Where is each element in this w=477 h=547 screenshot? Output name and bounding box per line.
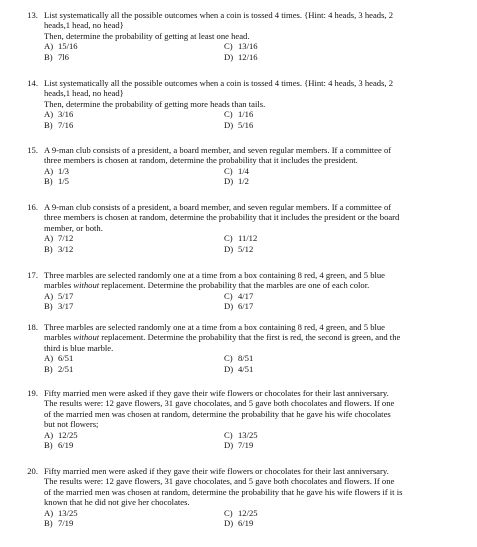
option-text: 5/17: [58, 290, 74, 301]
option-text: 3/16: [58, 109, 74, 120]
option-label: A): [44, 165, 54, 176]
option-label: B): [44, 440, 53, 451]
stem-line: The results were: 12 gave flowers, 31 gave chocolates, and 5 gave both chocolates and flowers. If one: [44, 476, 395, 487]
option-text: 13/25: [58, 507, 78, 518]
option-text: 7l6: [58, 51, 69, 62]
option-d[interactable]: [224, 301, 253, 311]
question-stem: [44, 466, 472, 508]
option-label: D): [224, 243, 234, 254]
option-a[interactable]: [44, 233, 73, 243]
stem-line: heads,1 head, no head}: [44, 88, 124, 99]
answer-options: [44, 291, 472, 312]
option-b[interactable]: [44, 518, 73, 528]
stem-line: The results were: 12 gave flowers, 31 gave chocolates, and 5 gave both chocolates and flowers. If one: [44, 398, 395, 409]
option-label: C): [224, 507, 233, 518]
stem-line: marbles without replacement. Determine the probability that the first is red, the second is green, and the: [44, 332, 401, 343]
question-stem: [44, 145, 472, 166]
stem-line: three members is chosen at random, determine the probability that it includes the president or the board: [44, 212, 400, 223]
option-text: 7/19: [58, 518, 74, 529]
option-label: B): [44, 243, 53, 254]
question-17: [20, 270, 472, 312]
option-label: C): [224, 290, 233, 301]
option-label: D): [224, 518, 234, 529]
question-number: 15.: [27, 145, 38, 155]
option-text: 12/25: [238, 507, 258, 518]
question-20: [20, 466, 472, 528]
option-c[interactable]: [224, 291, 253, 301]
question-number: 19.: [27, 388, 38, 398]
option-b[interactable]: [44, 301, 73, 311]
option-text: 2/51: [58, 363, 74, 374]
stem-line: of the married men was chosen at random, determine the probability that he gave his wife flowers if it is: [44, 486, 403, 497]
question-number: 13.: [27, 10, 38, 20]
option-text: 7/19: [238, 440, 254, 451]
option-c[interactable]: [224, 353, 253, 363]
stem-line: Fifty married men were asked if they gave their wife flowers or chocolates for their last anniversary.: [44, 388, 389, 398]
option-a[interactable]: [44, 291, 73, 301]
question-stem: [44, 78, 472, 109]
stem-line: A 9-man club consists of a president, a board member, and seven regular members. If a committee of: [44, 145, 392, 155]
option-text: 4/17: [238, 290, 254, 301]
option-label: A): [44, 353, 54, 364]
question-13: [20, 10, 472, 62]
option-text: 3/12: [58, 243, 74, 254]
option-text: 7/12: [58, 233, 74, 244]
option-a[interactable]: [44, 41, 78, 51]
option-label: C): [224, 41, 233, 52]
stem-line: A 9-man club consists of a president, a board member, and seven regular members. If a committee of: [44, 202, 392, 212]
option-label: B): [44, 176, 53, 187]
answer-options: [44, 41, 472, 62]
question-number: 17.: [27, 270, 38, 280]
option-label: D): [224, 51, 234, 62]
option-label: C): [224, 233, 233, 244]
option-text: 6/19: [238, 518, 254, 529]
stem-line: Then, determine the probability of getting at least one head.: [44, 30, 250, 41]
option-a[interactable]: [44, 508, 78, 518]
option-c[interactable]: [224, 166, 249, 176]
option-label: D): [224, 176, 234, 187]
option-text: 12/16: [238, 51, 258, 62]
option-d[interactable]: [224, 244, 253, 254]
option-text: 4/51: [238, 363, 254, 374]
option-label: A): [44, 290, 54, 301]
option-c[interactable]: [224, 430, 258, 440]
option-label: C): [224, 109, 233, 120]
option-label: A): [44, 41, 54, 52]
option-text: 1/5: [58, 176, 69, 187]
option-b[interactable]: [44, 364, 73, 374]
option-c[interactable]: [224, 41, 258, 51]
question-stem: [44, 202, 472, 233]
answer-options: [44, 109, 472, 130]
option-label: C): [224, 165, 233, 176]
option-text: 3/17: [58, 301, 74, 312]
option-c[interactable]: [224, 109, 253, 119]
option-label: B): [44, 51, 53, 62]
option-label: D): [224, 119, 234, 130]
option-text: 1/3: [58, 165, 69, 176]
option-text: 5/12: [238, 243, 254, 254]
stem-line: Three marbles are selected randomly one at a time from a box containing 8 red, 4 green, and 5 blue: [44, 322, 385, 332]
option-d[interactable]: [224, 364, 253, 374]
option-text: 1/2: [238, 176, 249, 187]
question-number: 20.: [27, 466, 38, 476]
option-text: 6/19: [58, 440, 74, 451]
answer-options: [44, 353, 472, 374]
option-text: 13/16: [238, 41, 258, 52]
stem-line: known that he did not give her chocolates.: [44, 497, 190, 508]
question-number: 16.: [27, 202, 38, 212]
stem-line: Three marbles are selected randomly one at a time from a box containing 8 red, 4 green, and 5 blue: [44, 270, 385, 280]
option-b[interactable]: [44, 52, 69, 62]
question-number: 18.: [27, 322, 38, 332]
stem-line: marbles without replacement. Determine the probability that the marbles are one of each color.: [44, 280, 370, 291]
stem-line: List systematically all the possible outcomes when a coin is tossed 4 times. {Hint: 4 heads, 3 heads, 2: [44, 10, 394, 20]
option-a[interactable]: [44, 430, 78, 440]
question-19: [20, 388, 472, 450]
answer-options: [44, 508, 472, 529]
option-c[interactable]: [224, 508, 258, 518]
option-text: 15/16: [58, 41, 78, 52]
option-text: 13/25: [238, 429, 258, 440]
option-label: D): [224, 301, 234, 312]
option-label: C): [224, 353, 233, 364]
option-b[interactable]: [44, 244, 73, 254]
option-c[interactable]: [224, 233, 257, 243]
question-15: [20, 145, 472, 187]
option-text: 6/17: [238, 301, 254, 312]
option-d[interactable]: [224, 518, 253, 528]
stem-line: Fifty married men were asked if they gave their wife flowers or chocolates for their last anniversary.: [44, 466, 389, 476]
question-18: [20, 322, 472, 374]
option-a[interactable]: [44, 353, 73, 363]
option-label: B): [44, 119, 53, 130]
stem-line: of the married men was chosen at random, determine the probability that he gave his wife chocolates: [44, 408, 391, 419]
option-label: A): [44, 507, 54, 518]
option-b[interactable]: [44, 120, 73, 130]
stem-line: third is blue marble.: [44, 342, 114, 353]
option-label: A): [44, 429, 54, 440]
question-stem: [44, 270, 472, 291]
option-a[interactable]: [44, 109, 73, 119]
answer-options: [44, 166, 472, 187]
option-text: 7/16: [58, 119, 74, 130]
option-d[interactable]: [224, 176, 249, 186]
question-number: 14.: [27, 78, 38, 88]
stem-line: heads,1 head, no head}: [44, 20, 124, 31]
option-label: D): [224, 363, 234, 374]
option-text: 6/51: [58, 353, 74, 364]
option-label: B): [44, 518, 53, 529]
option-text: 12/25: [58, 429, 78, 440]
option-text: 1/16: [238, 109, 254, 120]
question-stem: [44, 388, 472, 430]
option-label: B): [44, 301, 53, 312]
answer-options: [44, 430, 472, 451]
option-d[interactable]: [224, 52, 258, 62]
option-label: A): [44, 233, 54, 244]
option-text: 5/16: [238, 119, 254, 130]
option-text: 11/12: [238, 233, 258, 244]
option-a[interactable]: [44, 166, 69, 176]
option-label: B): [44, 363, 53, 374]
option-d[interactable]: [224, 440, 253, 450]
option-b[interactable]: [44, 440, 73, 450]
option-label: D): [224, 440, 234, 451]
option-d[interactable]: [224, 120, 253, 130]
question-16: [20, 202, 472, 254]
stem-line: three members is chosen at random, determine the probability that it includes the president.: [44, 155, 358, 166]
question-stem: [44, 322, 472, 353]
option-b[interactable]: [44, 176, 69, 186]
answer-options: [44, 233, 472, 254]
option-label: C): [224, 429, 233, 440]
stem-line: List systematically all the possible outcomes when a coin is tossed 4 times. {Hint: 4 heads, 3 heads, 2: [44, 78, 394, 88]
option-text: 8/51: [238, 353, 254, 364]
stem-line: but not flowers;: [44, 419, 99, 430]
option-text: 1/4: [238, 165, 249, 176]
option-label: A): [44, 109, 54, 120]
stem-line: member, or both.: [44, 222, 103, 233]
question-14: [20, 78, 472, 130]
stem-line: Then, determine the probability of getting more heads than tails.: [44, 98, 266, 109]
question-stem: [44, 10, 472, 41]
